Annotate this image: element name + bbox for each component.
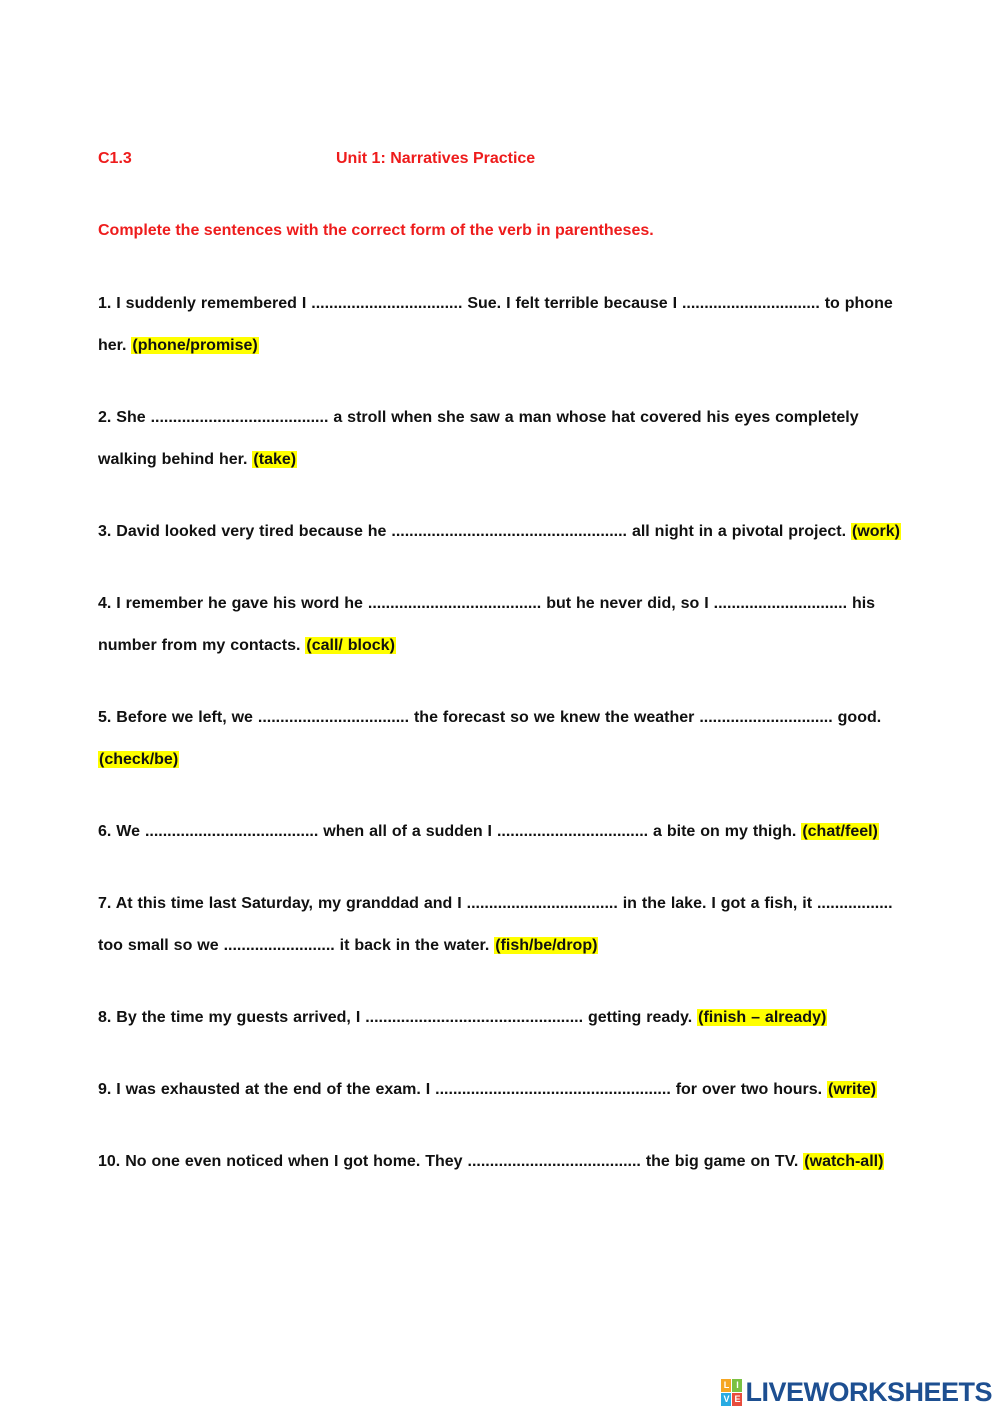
exercise-text: 5. Before we left, we .................................. the forecast so we knew the weather .............................. good. bbox=[98, 709, 882, 726]
verb-hint: (check/be) bbox=[99, 751, 179, 768]
logo-letter: L bbox=[721, 1379, 731, 1392]
exercise-2 bbox=[98, 397, 920, 481]
exercise-text: 4. I remember he gave his word he ....................................... but he never did, so I .............................. his number from my contacts. bbox=[98, 595, 876, 654]
verb-hint: (chat/feel) bbox=[802, 823, 878, 840]
exercise-text: 6. We ....................................... when all of a sudden I .................................. a bite on my thigh. bbox=[98, 823, 802, 840]
course-code: C1.3 bbox=[98, 150, 132, 167]
exercise-10 bbox=[98, 1141, 920, 1183]
verb-hint: (take) bbox=[253, 451, 297, 468]
verb-hint: (work) bbox=[851, 523, 900, 540]
liveworksheets-brand bbox=[721, 1377, 992, 1407]
logo-letter: E bbox=[734, 1393, 741, 1404]
verb-hint: (finish – already) bbox=[698, 1009, 827, 1026]
verb-hint: (watch-all) bbox=[804, 1153, 884, 1170]
instructions: Complete the sentences with the correct form of the verb in parentheses. bbox=[98, 222, 654, 239]
logo-letter: V bbox=[723, 1393, 730, 1404]
liveworksheets-logo-icon bbox=[721, 1379, 742, 1406]
exercise-9 bbox=[98, 1069, 920, 1111]
exercise-text: 7. At this time last Saturday, my granddad and I .................................. in the lake. I got a fish, it ................. too small so we ......................... it back in the water. bbox=[98, 895, 893, 954]
exercise-text: 2. She ........................................ a stroll when she saw a man whose hat covered his eyes completely walking behind her. bbox=[98, 409, 859, 468]
exercise-5 bbox=[98, 697, 920, 781]
verb-hint: (phone/promise) bbox=[132, 337, 258, 354]
brand-name: LIVEWORKSHEETS bbox=[745, 1376, 992, 1407]
verb-hint: (write) bbox=[828, 1081, 877, 1098]
exercise-text: 8. By the time my guests arrived, I ................................................. getting ready. bbox=[98, 1009, 698, 1026]
exercise-1 bbox=[98, 283, 920, 367]
unit-title: Unit 1: Narratives Practice bbox=[336, 150, 536, 167]
exercise-text: 3. David looked very tired because he ..................................................... all night in a pivotal project. bbox=[98, 523, 851, 540]
exercise-8 bbox=[98, 997, 920, 1039]
exercise-text: 10. No one even noticed when I got home. They ....................................... the big game on TV. bbox=[98, 1153, 804, 1170]
exercise-6 bbox=[98, 811, 920, 853]
exercise-4 bbox=[98, 583, 920, 667]
exercise-text: 1. I suddenly remembered I .................................. Sue. I felt terrible because I ............................... to phone her. bbox=[98, 295, 893, 354]
verb-hint: (fish/be/drop) bbox=[495, 937, 598, 954]
exercise-text: 9. I was exhausted at the end of the exam. I ..................................................... for over two hours. bbox=[98, 1081, 828, 1098]
verb-hint: (call/ block) bbox=[306, 637, 395, 654]
exercise-7 bbox=[98, 883, 920, 967]
logo-letter: I bbox=[732, 1379, 742, 1392]
exercise-3 bbox=[98, 511, 920, 553]
